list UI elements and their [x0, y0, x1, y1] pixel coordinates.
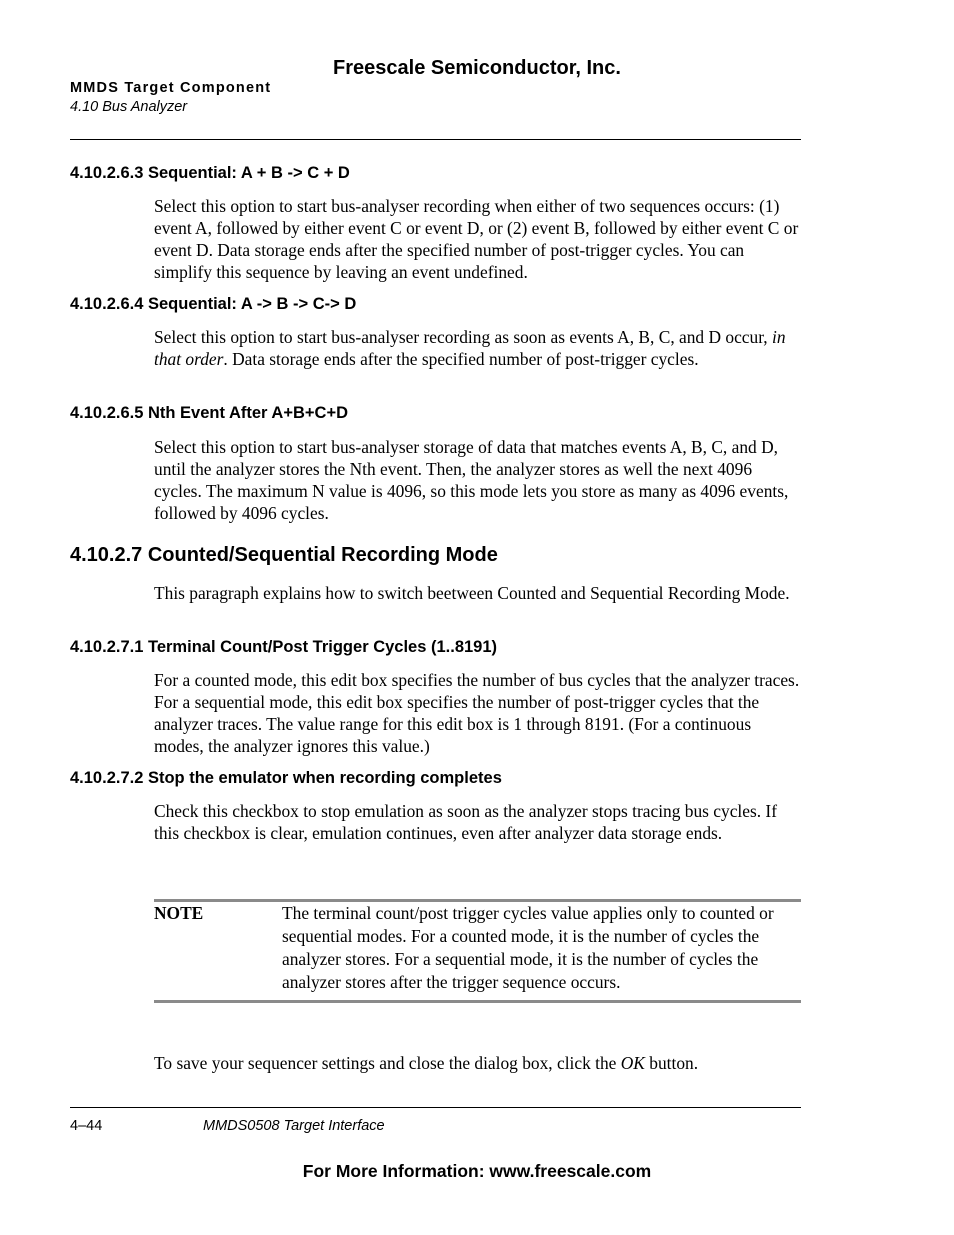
- note-text: The terminal count/post trigger cycles value applies only to counted or sequential modes. For a counted mode, it is the number of cycles the analyzer stores. For a sequential mode, it is the number of cycles the analyzer stores after the trigger sequence occurs.: [282, 903, 774, 992]
- closing-text-end: button.: [644, 1053, 699, 1073]
- heading-4-10-2-6-4: 4.10.2.6.4 Sequential: A -> B -> C-> D: [70, 295, 357, 313]
- heading-4-10-2-7-1: 4.10.2.7.1 Terminal Count/Post Trigger Cycles (1..8191): [70, 638, 498, 656]
- footer-doc-title: MMDS0508 Target Interface: [203, 1118, 385, 1134]
- closing-para: [154, 1052, 801, 1074]
- para-4-10-2-7-1: For a counted mode, this edit box specifies the number of bus cycles that the analyzer traces. For a sequential mode, this edit box specifies the number of post-trigger cycles that the analyzer traces. The value range for this edit box is 1 through 8191. (For a continuous modes, the analyzer ignores this value.): [154, 670, 800, 756]
- heading-4-10-2-7: 4.10.2.7 Counted/Sequential Recording Mode: [70, 544, 498, 566]
- note-label: NOTE: [154, 903, 204, 923]
- closing-text: To save your sequencer settings and close the dialog box, click the: [154, 1053, 621, 1073]
- para-4-10-2-7-2: Check this checkbox to stop emulation as soon as the analyzer stops tracing bus cycles. If this checkbox is clear, emulation continues, even after analyzer data storage ends.: [154, 801, 778, 843]
- watermark-top: Freescale Semiconductor, Inc.: [333, 57, 621, 79]
- note-bottom-rule: [154, 1000, 801, 1003]
- header-rule: [70, 139, 801, 140]
- para-4-10-2-6-3: Select this option to start bus-analyser recording when either of two sequences occurs: (1) event A, followed by either event C or event D, or (2) event B, followed by either event C or event D. Data storage ends after the specified number of post-trigger cycles. You can simplify this sequence by leaving an event undefined.: [154, 196, 799, 282]
- heading-4-10-2-6-5: 4.10.2.6.5 Nth Event After A+B+C+D: [70, 404, 349, 422]
- para-4-10-2-6-4: [154, 326, 801, 370]
- para-4-10-2-7: This paragraph explains how to switch beetween Counted and Sequential Recording Mode.: [154, 583, 790, 603]
- footer-rule: [70, 1107, 801, 1108]
- watermark-bottom: For More Information: www.freescale.com: [302, 1161, 652, 1181]
- running-header-title: MMDS Target Component: [70, 80, 272, 96]
- para-4-10-2-6-4-text: Select this option to start bus-analyser recording as soon as events A, B, C, and D occur,: [154, 327, 772, 347]
- para-4-10-2-6-4-text-end: . Data storage ends after the specified number of post-trigger cycles.: [223, 349, 699, 369]
- para-4-10-2-6-5: Select this option to start bus-analyser storage of data that matches events A, B, C, and D, until the analyzer stores the Nth event. Then, the analyzer stores as well the next 4096 cycles. The maximum N value is 4096, so this mode lets you store as many as 4096 events, followed by 4096 cycles.: [154, 437, 789, 523]
- heading-4-10-2-6-3: 4.10.2.6.3 Sequential: A + B -> C + D: [70, 164, 350, 182]
- closing-ok-emphasis: OK: [620, 1053, 645, 1073]
- para-4-10-2-6-4-emphasis: in that order: [154, 327, 786, 369]
- heading-4-10-2-7-2: 4.10.2.7.2 Stop the emulator when recording completes: [70, 769, 502, 787]
- running-header-section: 4.10 Bus Analyzer: [70, 99, 188, 115]
- footer-page-number: 4–44: [70, 1118, 103, 1134]
